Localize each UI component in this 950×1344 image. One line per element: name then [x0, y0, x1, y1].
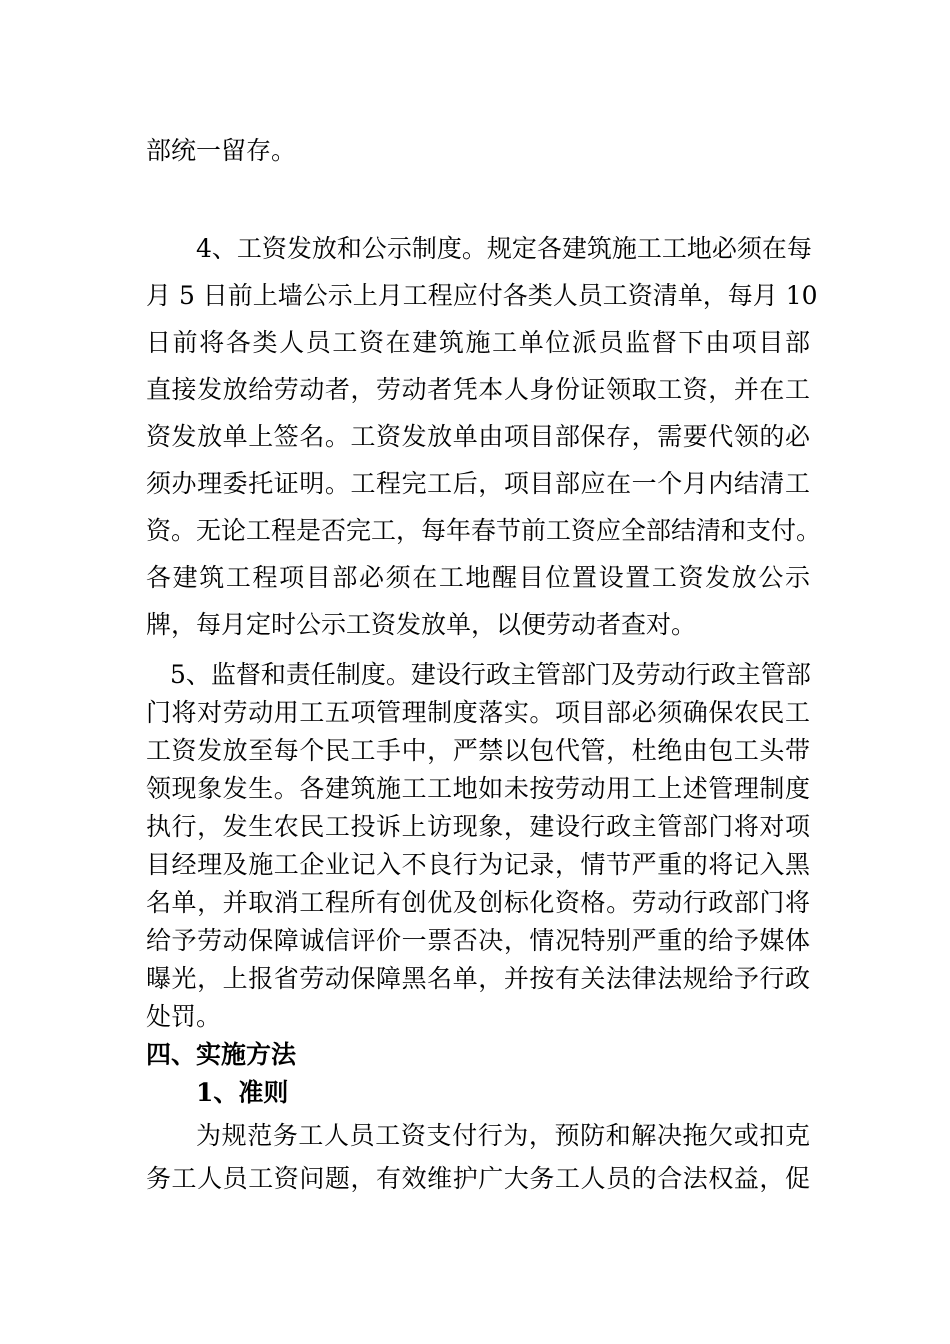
paragraph-line: 工资发放至每个民工手中，严禁以包代管，杜绝由包工头带 — [146, 736, 810, 765]
paragraph-line: 门将对劳动用工五项管理制度落实。项目部必须确保农民工 — [146, 698, 810, 727]
paragraph-line: 资发放单上签名。工资发放单由项目部保存，需要代领的必 — [146, 422, 810, 451]
paragraph-line: 名单，并取消工程所有创优及创标化资格。劳动行政部门将 — [146, 888, 810, 917]
paragraph-line: 目经理及施工企业记入不良行为记录，情节严重的将记入黑 — [146, 850, 810, 879]
paragraph-line: 日前将各类人员工资在建筑施工单位派员监督下由项目部 — [146, 328, 810, 357]
paragraph-line: 各建筑工程项目部必须在工地醒目位置设置工资发放公示 — [146, 563, 810, 592]
paragraph-line: 4、工资发放和公示制度。规定各建筑施工工地必须在每 — [196, 234, 812, 263]
paragraph-continuation-line: 部统一留存。 — [146, 136, 297, 165]
paragraph-line: 月 5 日前上墙公示上月工程应付各类人员工资清单，每月 10 — [146, 281, 818, 310]
paragraph-line: 执行，发生农民工投诉上访现象，建设行政主管部门将对项 — [146, 812, 810, 841]
paragraph-line: 给予劳动保障诚信评价一票否决，情况特别严重的给予媒体 — [146, 926, 810, 955]
section-heading: 四、实施方法 — [146, 1040, 297, 1069]
paragraph-line: 牌，每月定时公示工资发放单，以便劳动者查对。 — [146, 610, 697, 639]
paragraph-line: 资。无论工程是否完工，每年春节前工资应全部结清和支付。 — [146, 516, 822, 545]
paragraph-line: 处罚。 — [146, 1002, 222, 1031]
sub-heading: 1、准则 — [196, 1078, 289, 1107]
paragraph-line: 曝光，上报省劳动保障黑名单，并按有关法律法规给予行政 — [146, 964, 810, 993]
paragraph-line: 须办理委托证明。工程完工后，项目部应在一个月内结清工 — [146, 469, 810, 498]
paragraph-line: 直接发放给劳动者，劳动者凭本人身份证领取工资，并在工 — [146, 375, 810, 404]
paragraph-line: 务工人员工资问题，有效维护广大务工人员的合法权益，促 — [146, 1164, 810, 1193]
paragraph-line: 5、监督和责任制度。建设行政主管部门及劳动行政主管部 — [170, 660, 811, 689]
paragraph-line: 领现象发生。各建筑施工工地如未按劳动用工上述管理制度 — [146, 774, 810, 803]
paragraph-line: 为规范务工人员工资支付行为，预防和解决拖欠或扣克 — [196, 1121, 810, 1150]
